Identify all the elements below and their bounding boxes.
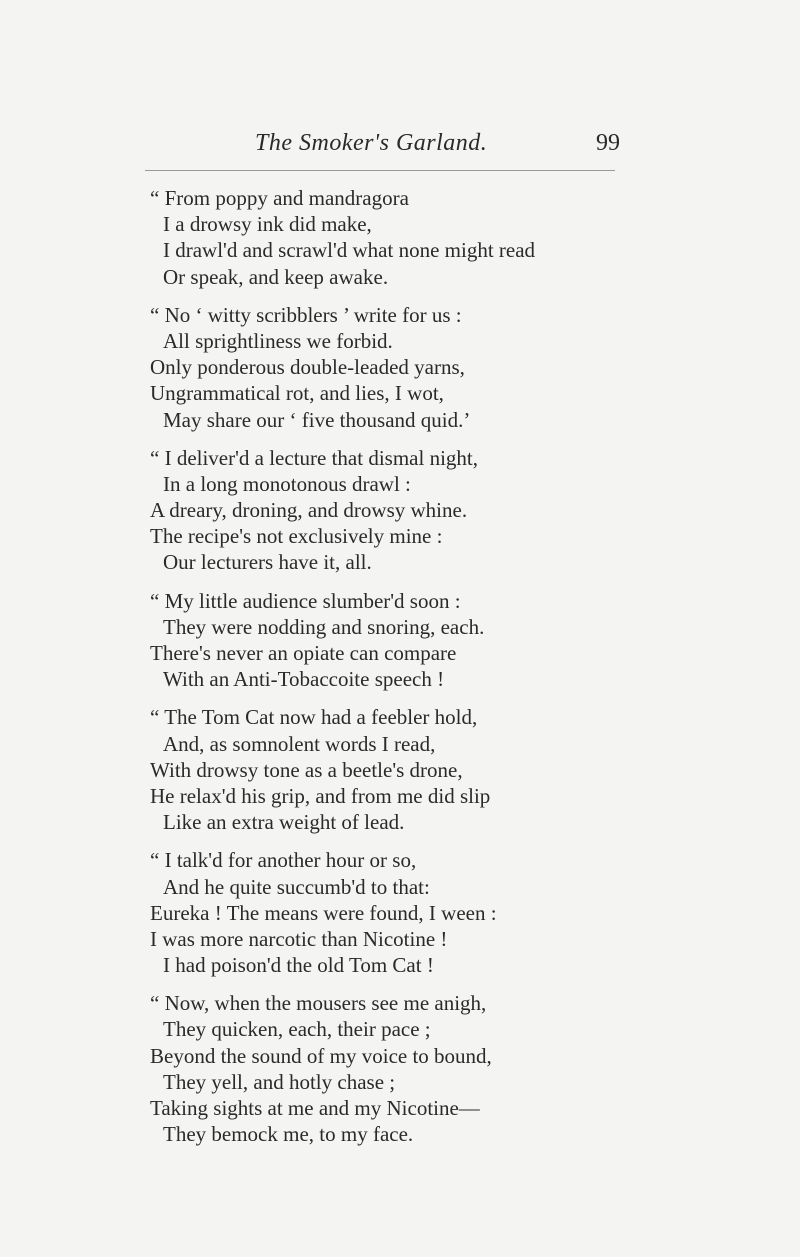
verse-line: They yell, and hotly chase ; [163, 1069, 396, 1094]
stanza [150, 990, 620, 1147]
verse-line: They were nodding and snoring, each. [163, 614, 485, 639]
verse-line: “ Now, when the mousers see me anigh, [150, 991, 487, 1016]
verse-line: I a drowsy ink did make, [163, 212, 372, 237]
verse-line: Or speak, and keep awake. [163, 264, 389, 289]
verse-line: I had poison'd the old Tom Cat ! [163, 953, 434, 978]
running-title: The Smoker's Garland. [255, 130, 488, 156]
page-header [150, 130, 620, 170]
verse-line: “ The Tom Cat now had a feebler hold, [150, 705, 478, 730]
poem-body [150, 185, 620, 1159]
stanza [150, 185, 620, 290]
verse-line: Eureka ! The means were found, I ween : [150, 900, 497, 925]
verse-line: “ My little audience slumber'd soon : [150, 588, 461, 613]
verse-line: Like an extra weight of lead. [163, 810, 405, 835]
verse-line: And he quite succumb'd to that: [163, 874, 430, 899]
verse-line: “ No ‘ witty scribblers ’ write for us : [150, 302, 462, 327]
stanza [150, 302, 620, 433]
verse-line: I drawl'd and scrawl'd what none might read [163, 238, 536, 263]
verse-line: And, as somnolent words I read, [163, 731, 436, 756]
stanza [150, 445, 620, 576]
verse-line: I was more narcotic than Nicotine ! [150, 926, 448, 951]
verse-line: “ I deliver'd a lecture that dismal night, [150, 445, 479, 470]
verse-line: “ I talk'd for another hour or so, [150, 848, 417, 873]
verse-line: A dreary, droning, and drowsy whine. [150, 498, 468, 523]
stanza [150, 588, 620, 693]
verse-line: Only ponderous double-leaded yarns, [150, 355, 465, 380]
verse-line: They quicken, each, their pace ; [163, 1017, 431, 1042]
verse-line: “ From poppy and mandragora [150, 186, 409, 210]
verse-line: Ungrammatical rot, and lies, I wot, [150, 381, 444, 406]
verse-line: There's never an opiate can compare [150, 641, 457, 665]
stanza [150, 704, 620, 835]
verse-line: All sprightliness we forbid. [163, 328, 393, 353]
verse-line: In a long monotonous drawl : [163, 471, 411, 496]
verse-line: Beyond the sound of my voice to bound, [150, 1043, 492, 1068]
verse-line: They bemock me, to my face. [163, 1122, 414, 1147]
verse-line: Our lecturers have it, all. [163, 550, 372, 575]
verse-line: With drowsy tone as a beetle's drone, [150, 757, 463, 782]
verse-line: May share our ‘ five thousand quid.’ [163, 407, 471, 432]
verse-line: The recipe's not exclusively mine : [150, 524, 443, 549]
verse-line: With an Anti-Tobaccoite speech ! [163, 667, 445, 692]
verse-line: Taking sights at me and my Nicotine— [150, 1096, 480, 1120]
page-number: 99 [596, 130, 620, 156]
stanza [150, 847, 620, 978]
verse-line: He relax'd his grip, and from me did slip [150, 783, 491, 808]
header-rule [145, 170, 615, 171]
